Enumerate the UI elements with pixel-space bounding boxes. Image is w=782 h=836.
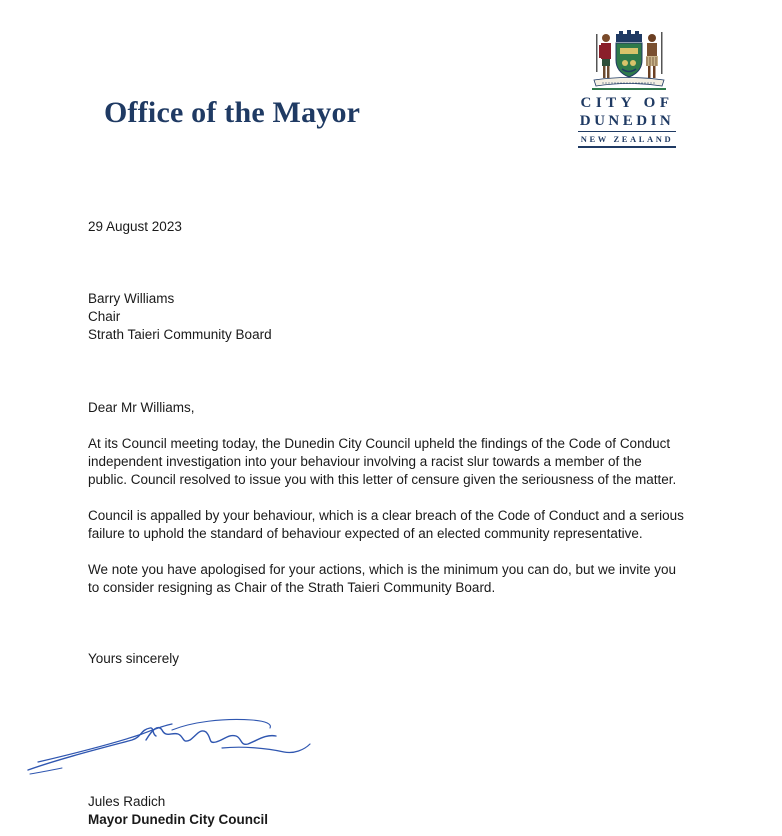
body-paragraph-1 [88,435,698,489]
paragraph-line: independent investigation into your behaviour involving a racist slur towards a member of the [88,454,642,469]
paragraph-line: We note you have apologised for your actions, which is the minimum you can do, but we invite you [88,562,677,577]
paragraph-line: Council is appalled by your behaviour, which is a clear breach of the Code of Conduct and a serious [88,508,684,523]
signatory-title: Mayor Dunedin City Council [88,812,269,827]
paragraph-line: to consider resigning as Chair of the Strath Taieri Community Board. [88,580,496,595]
logo-divider [578,131,676,132]
recipient-name: Barry Williams [88,291,175,306]
signatory-name: Jules Radich [88,794,166,809]
handwritten-signature-icon [22,712,322,782]
city-logo [574,28,680,152]
recipient-role: Chair [88,309,121,324]
paragraph-line: At its Council meeting today, the Dunedin City Council upheld the findings of the Code of Conduct [88,436,671,451]
logo-city-of: CITY OF [580,95,674,111]
left-supporter-figure [596,34,611,78]
body-paragraph-3 [88,561,698,597]
office-title: Office of the Mayor [104,96,361,129]
logo-new-zealand: NEW ZEALAND [580,134,674,144]
body-paragraph-2 [88,507,698,543]
salutation: Dear Mr Williams, [88,400,195,415]
recipient-organisation: Strath Taieri Community Board [88,327,272,342]
logo-underline [578,146,676,148]
crest-shield [616,30,642,77]
closing: Yours sincerely [88,651,180,666]
right-supporter-figure [646,32,663,78]
city-crest-icon [584,28,674,94]
paragraph-line: public. Council resolved to issue you with this letter of censure given the seriousness of the matter. [88,472,677,487]
logo-dunedin: DUNEDIN [579,113,675,129]
letter-date: 29 August 2023 [88,219,182,234]
paragraph-line: failure to uphold the standard of behaviour expected of an elected community representative. [88,526,643,541]
